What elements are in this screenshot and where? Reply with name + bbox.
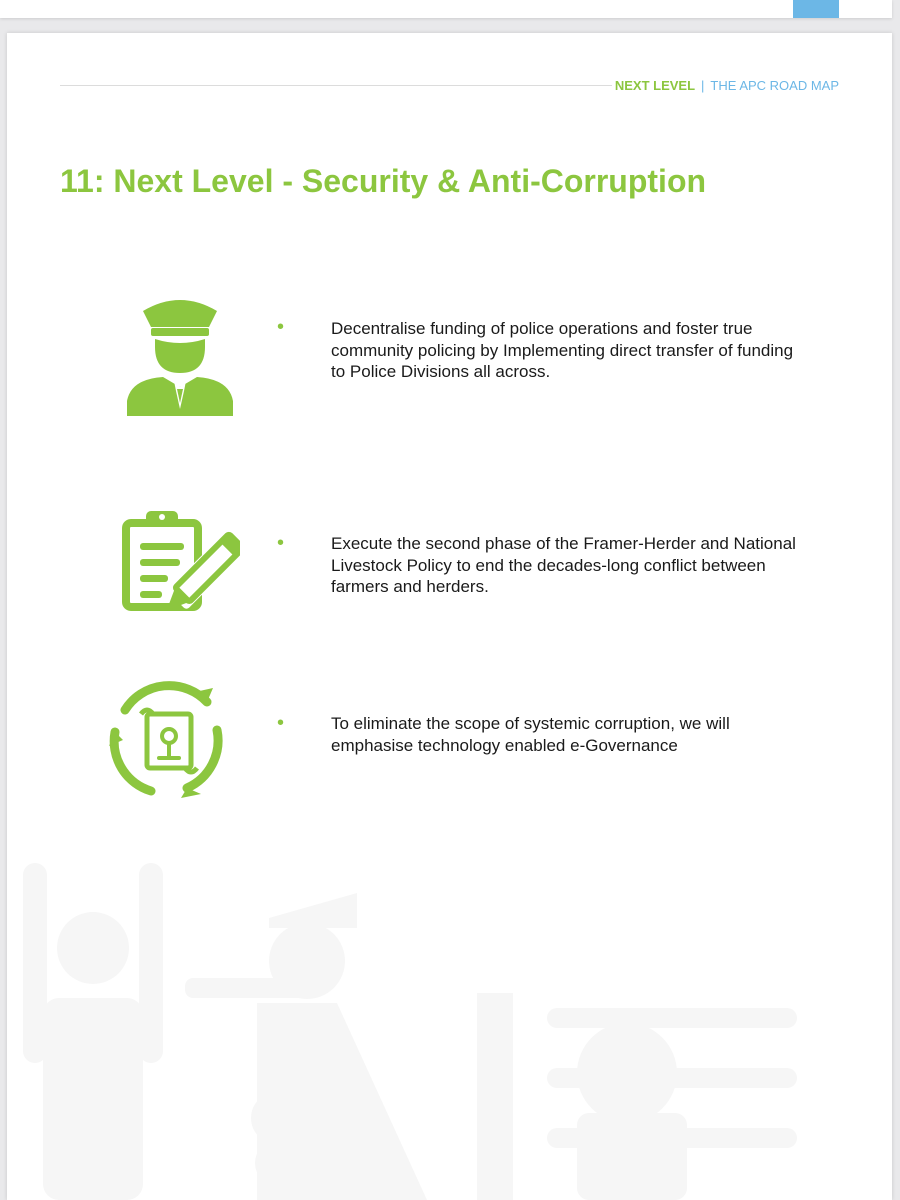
list-item-text: Execute the second phase of the Framer-Herder and National Livestock Policy to end the decades-long conflict between farmers and herders. [331, 534, 796, 596]
list-item-text: Decentralise funding of police operations and foster true community policing by Implementing direct transfer of funding to Police Divisions all across. [331, 319, 794, 381]
header-rule [60, 85, 612, 86]
document-page [7, 33, 892, 1200]
running-header [615, 78, 839, 93]
bullet: • [277, 316, 285, 338]
bullet: • [277, 712, 285, 734]
list-item-text: To eliminate the scope of systemic corruption, we will emphasise technology enabled e-Governance [331, 714, 730, 755]
previous-page-blue-tab [793, 0, 839, 18]
clipboard-pencil-icon [120, 509, 240, 636]
running-header-separator: | [701, 78, 705, 93]
previous-page-edge [0, 0, 892, 18]
section-title: 11: Next Level - Security & Anti-Corruption [60, 163, 707, 199]
running-header-brand: NEXT LEVEL [614, 78, 696, 93]
document-cycle-icon [107, 680, 229, 807]
watermark-silhouettes [7, 833, 892, 1200]
police-officer-icon [125, 291, 235, 421]
bullet: • [277, 532, 285, 554]
running-header-subtitle: THE APC ROAD MAP [710, 78, 839, 93]
